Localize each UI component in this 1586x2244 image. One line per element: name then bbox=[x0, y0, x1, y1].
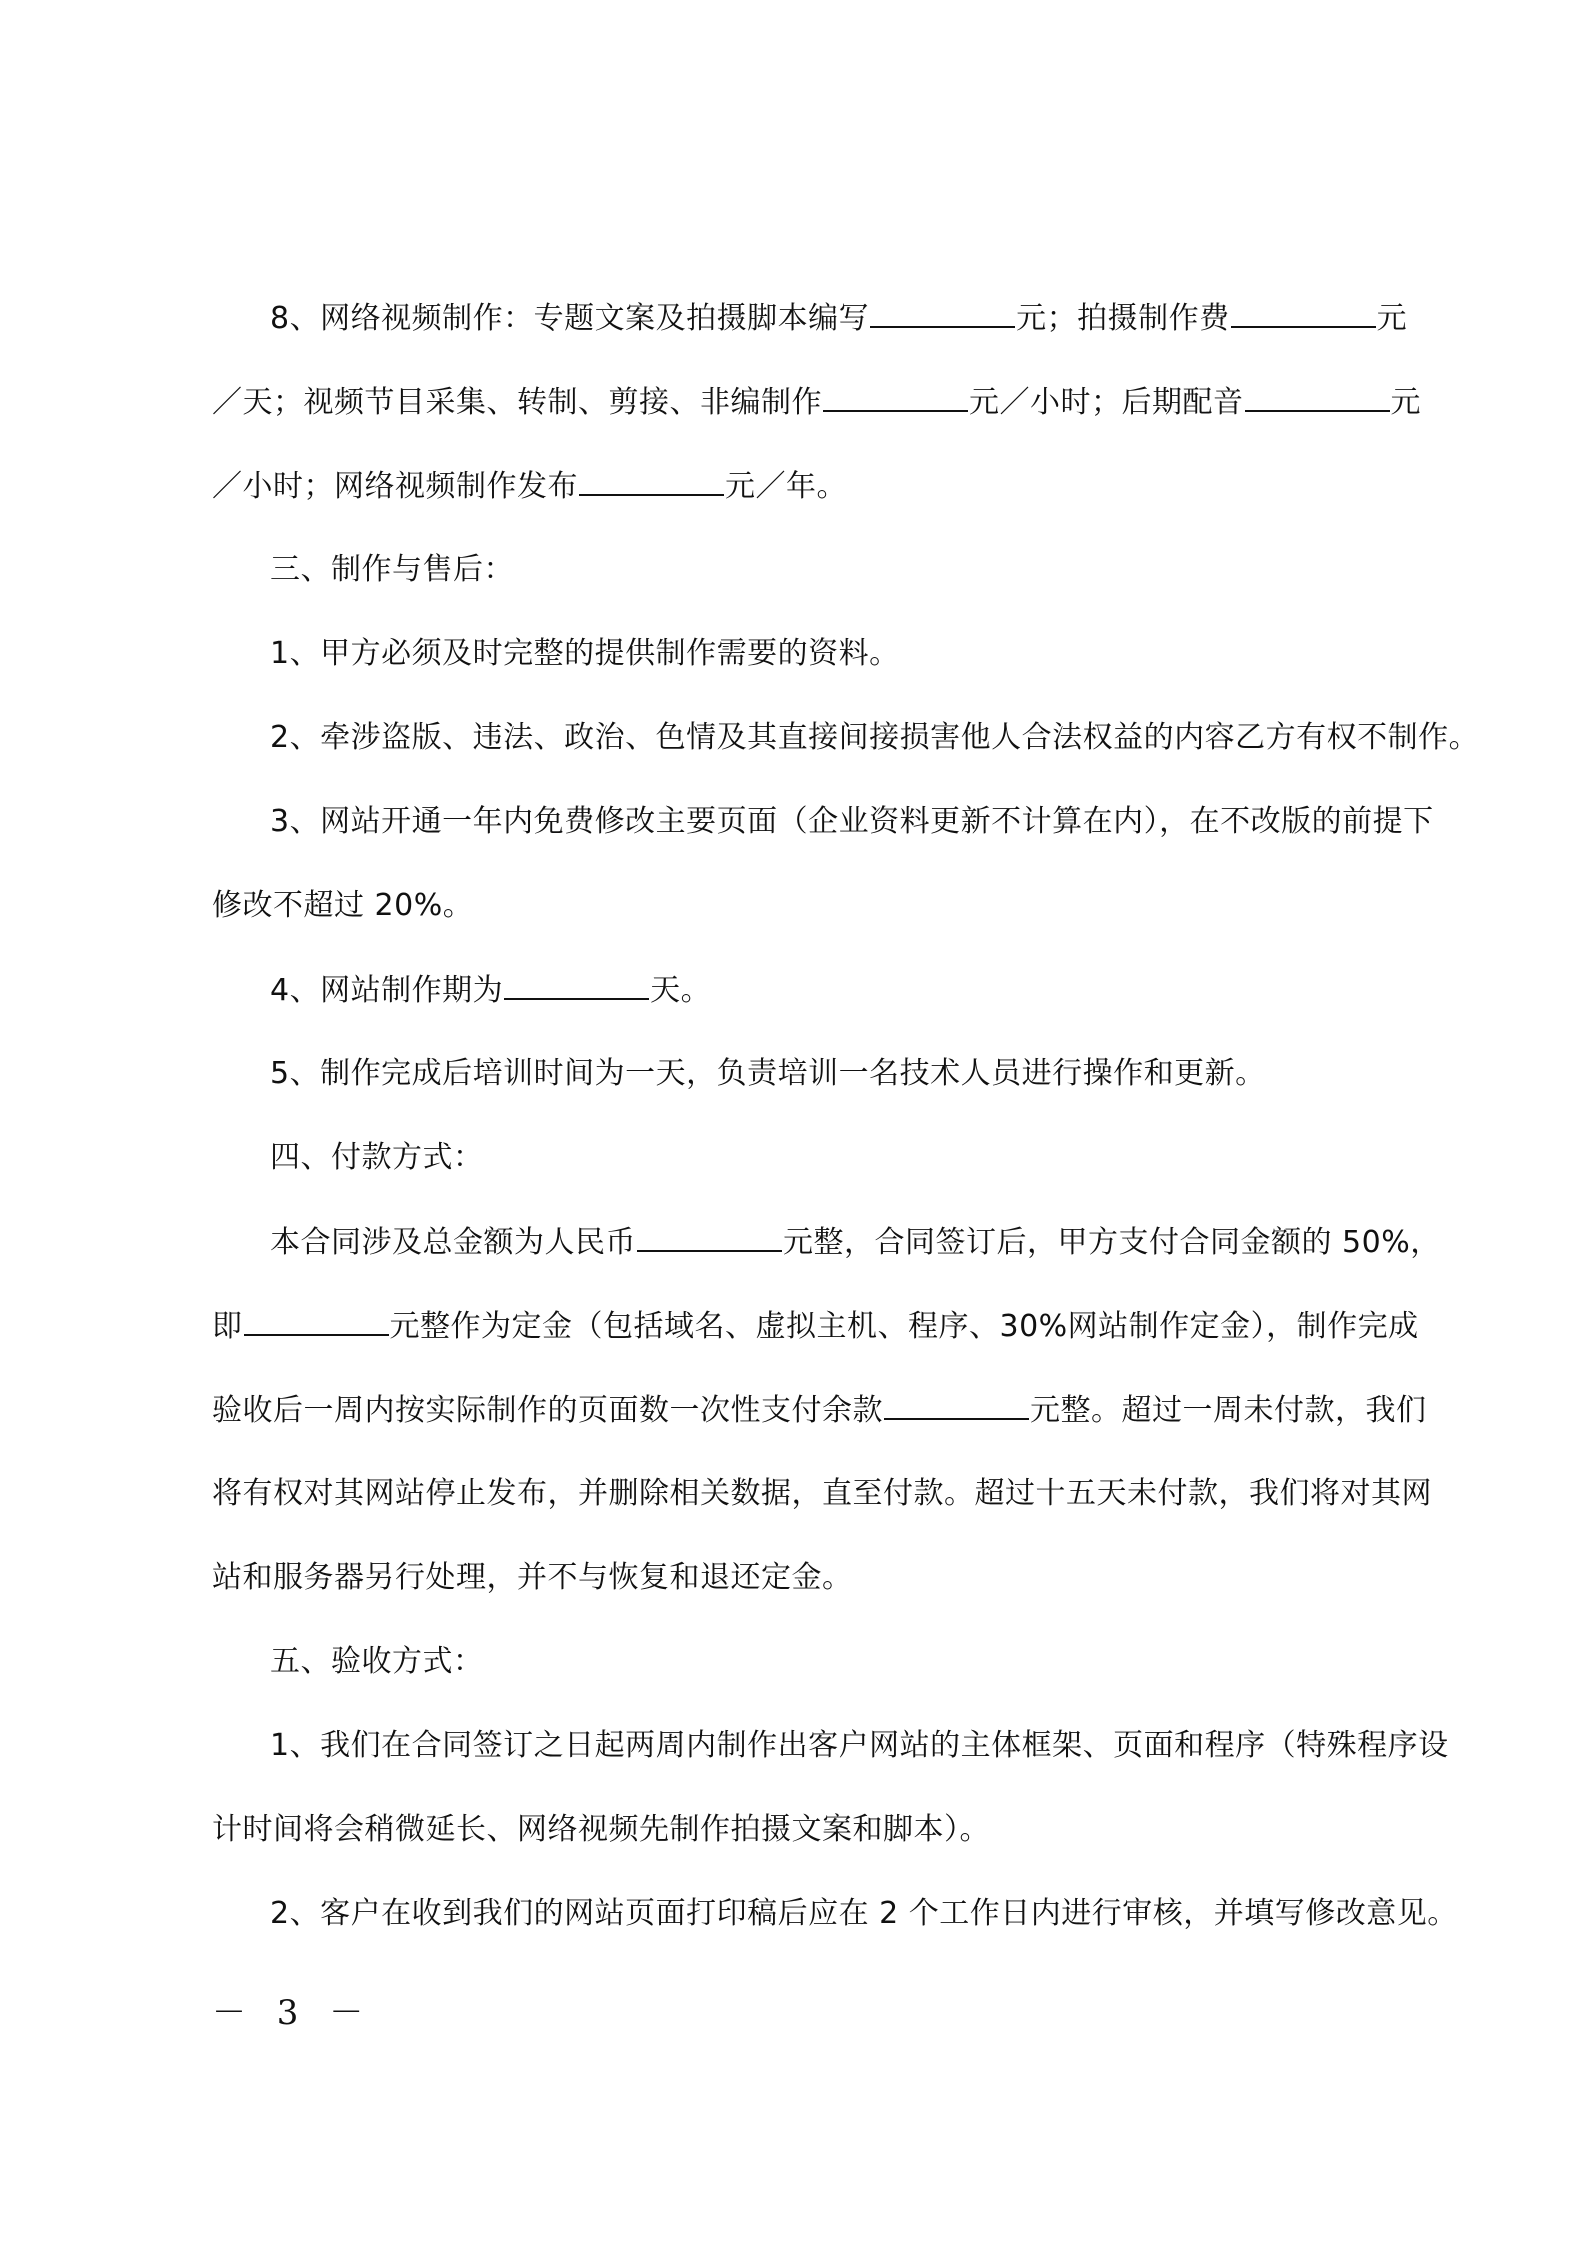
clause-production-1 bbox=[270, 634, 1402, 674]
fill-blank bbox=[244, 1306, 389, 1336]
section-title: 三、制作与售后： bbox=[270, 552, 514, 587]
clause-text: 5、制作完成后培训时间为一天，负责培训一名技术人员进行操作和更新。 bbox=[270, 1056, 1266, 1091]
text-segment: 元；拍摄制作费 bbox=[1016, 301, 1230, 336]
clause-acceptance-2 bbox=[270, 1894, 1458, 1934]
payment-paragraph-line-4 bbox=[212, 1474, 1432, 1514]
section-title: 四、付款方式： bbox=[270, 1140, 484, 1175]
video-production-fees-line-3 bbox=[212, 466, 1402, 507]
clause-production-2 bbox=[270, 718, 1480, 758]
clause-acceptance-1 bbox=[270, 1726, 1449, 1766]
text-segment: ／天；视频节目采集、转制、剪接、非编制作 bbox=[212, 385, 822, 420]
clause-text: 3、网站开通一年内免费修改主要页面（企业资料更新不计算在内），在不改版的前提下 bbox=[270, 804, 1434, 839]
clause-text: 2、牵涉盗版、违法、政治、色情及其直接间接损害他人合法权益的内容乙方有权不制作。 bbox=[270, 720, 1480, 755]
text-segment: 元 bbox=[1390, 385, 1421, 420]
section-heading-production bbox=[270, 550, 1402, 590]
text-segment: ／小时；网络视频制作发布 bbox=[212, 469, 578, 504]
paragraph-text: 元整作为定金（包括域名、虚拟主机、程序、30%网站制作定金），制作完成 bbox=[389, 1309, 1419, 1344]
clause-text: 1、甲方必须及时完整的提供制作需要的资料。 bbox=[270, 636, 900, 671]
fill-blank bbox=[1245, 382, 1390, 412]
clause-production-3 bbox=[270, 802, 1434, 842]
paragraph-text: 验收后一周内按实际制作的页面数一次性支付余款 bbox=[212, 1393, 883, 1428]
text-segment: 元／年。 bbox=[725, 469, 847, 504]
section-heading-payment bbox=[270, 1138, 1402, 1178]
paragraph-text: 即 bbox=[212, 1309, 243, 1344]
fill-blank bbox=[637, 1222, 782, 1252]
paragraph-text: 本合同涉及总金额为人民币 bbox=[270, 1225, 636, 1260]
payment-paragraph-line-5 bbox=[212, 1558, 1402, 1598]
clause-text: 天。 bbox=[650, 973, 712, 1008]
clause-text: 4、网站制作期为 bbox=[270, 973, 504, 1008]
paragraph-text: 将有权对其网站停止发布，并删除相关数据，直至付款。超过十五天未付款，我们将对其网 bbox=[212, 1476, 1432, 1511]
page-number: － 3 － bbox=[212, 1993, 374, 2033]
text-segment: 8、网络视频制作：专题文案及拍摄脚本编写 bbox=[270, 301, 870, 336]
clause-acceptance-1-continued bbox=[212, 1810, 1402, 1850]
payment-paragraph-line-1 bbox=[270, 1222, 1441, 1263]
fill-blank bbox=[579, 466, 724, 496]
fill-blank bbox=[884, 1390, 1029, 1420]
fill-blank bbox=[870, 298, 1015, 328]
text-segment: 元／小时；后期配音 bbox=[969, 385, 1244, 420]
clause-text: 1、我们在合同签订之日起两周内制作出客户网站的主体框架、页面和程序（特殊程序设 bbox=[270, 1728, 1449, 1763]
fill-blank bbox=[1231, 298, 1376, 328]
paragraph-text: 站和服务器另行处理，并不与恢复和退还定金。 bbox=[212, 1560, 853, 1595]
clause-production-5 bbox=[270, 1054, 1402, 1094]
clause-production-3-continued bbox=[212, 886, 1402, 926]
clause-text: 计时间将会稍微延长、网络视频先制作拍摄文案和脚本）。 bbox=[212, 1812, 990, 1847]
fill-blank bbox=[504, 970, 649, 1000]
clause-text: 修改不超过 20%。 bbox=[212, 888, 474, 923]
text-segment: 元 bbox=[1376, 301, 1408, 336]
clause-text: 2、客户在收到我们的网站页面打印稿后应在 2 个工作日内进行审核，并填写修改意见。 bbox=[270, 1896, 1458, 1931]
video-production-fees-line-2 bbox=[212, 382, 1421, 423]
paragraph-text: 元整。超过一周未付款，我们 bbox=[1030, 1393, 1427, 1428]
video-production-fees-line-1 bbox=[270, 298, 1408, 339]
paragraph-text: 元整，合同签订后，甲方支付合同金额的 50%， bbox=[783, 1225, 1441, 1260]
section-title: 五、验收方式： bbox=[270, 1644, 484, 1679]
payment-paragraph-line-3 bbox=[212, 1390, 1427, 1431]
fill-blank bbox=[823, 382, 968, 412]
payment-paragraph-line-2 bbox=[212, 1306, 1419, 1347]
section-heading-acceptance bbox=[270, 1642, 1402, 1682]
clause-production-4 bbox=[270, 970, 1402, 1011]
